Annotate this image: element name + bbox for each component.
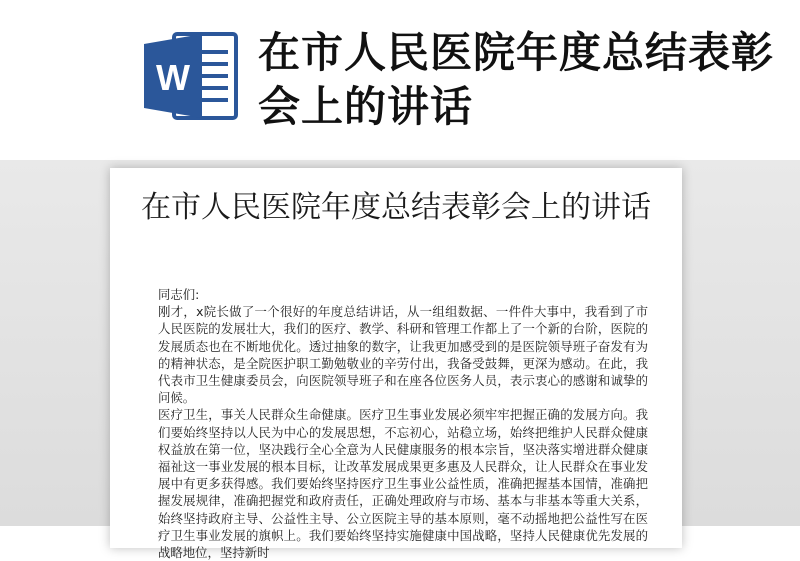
header	[0, 0, 800, 160]
greeting: 同志们:	[158, 287, 200, 302]
paragraph-1: 刚才，x院长做了一个很好的年度总结讲话，从一组组数据、一件件大事中，我看到了市人民医院的发展壮大，我们的医疗、教学、科研和管理工作都上了一个新的台阶，医院的发展质态也在不断地优化。透过抽象的数字，让我更加感受到的是医院领导班子奋发有为的精神状态，是全院医护职工勤勉敬业的辛劳付出，我备受鼓舞，更深为感动。在此，我代表市卫生健康委员会，向医院领导班子和在座各位医务人员，表示衷心的感谢和诚挚的问候。	[158, 304, 648, 406]
word-letter: W	[156, 57, 190, 98]
page-title: 在市人民医院年度总结表彰会上的讲话	[258, 28, 775, 131]
word-document-icon	[140, 28, 240, 124]
document-body	[158, 286, 648, 561]
paragraph-2: 医疗卫生，事关人民群众生命健康。医疗卫生事业发展必须牢牢把握正确的发展方向。我们要始终坚持以人民为中心的发展思想，不忘初心，站稳立场，始终把维护人民群众健康权益放在第一位，坚决践行全心全意为人民健康服务的根本宗旨，坚决落实增进群众健康福祉这一事业发展的根本目标，让改革发展成果更多惠及人民群众，让人民群众在事业发展中有更多获得感。我们要始终坚持医疗卫生事业公益性质，准确把握基本国情，准确把握发展规律，准确把握党和政府责任，正确处理政府与市场、基本与非基本等重大关系，始终坚持政府主导、公益性主导、公立医院主导的基本原则，毫不动摇地把公益性写在医疗卫生事业发展的旗帜上。我们要始终坚持实施健康中国战略，坚持人民健康优先发展的战略地位，坚持新时	[158, 407, 648, 561]
document-title: 在市人民医院年度总结表彰会上的讲话	[141, 190, 651, 225]
document-page	[110, 168, 682, 561]
